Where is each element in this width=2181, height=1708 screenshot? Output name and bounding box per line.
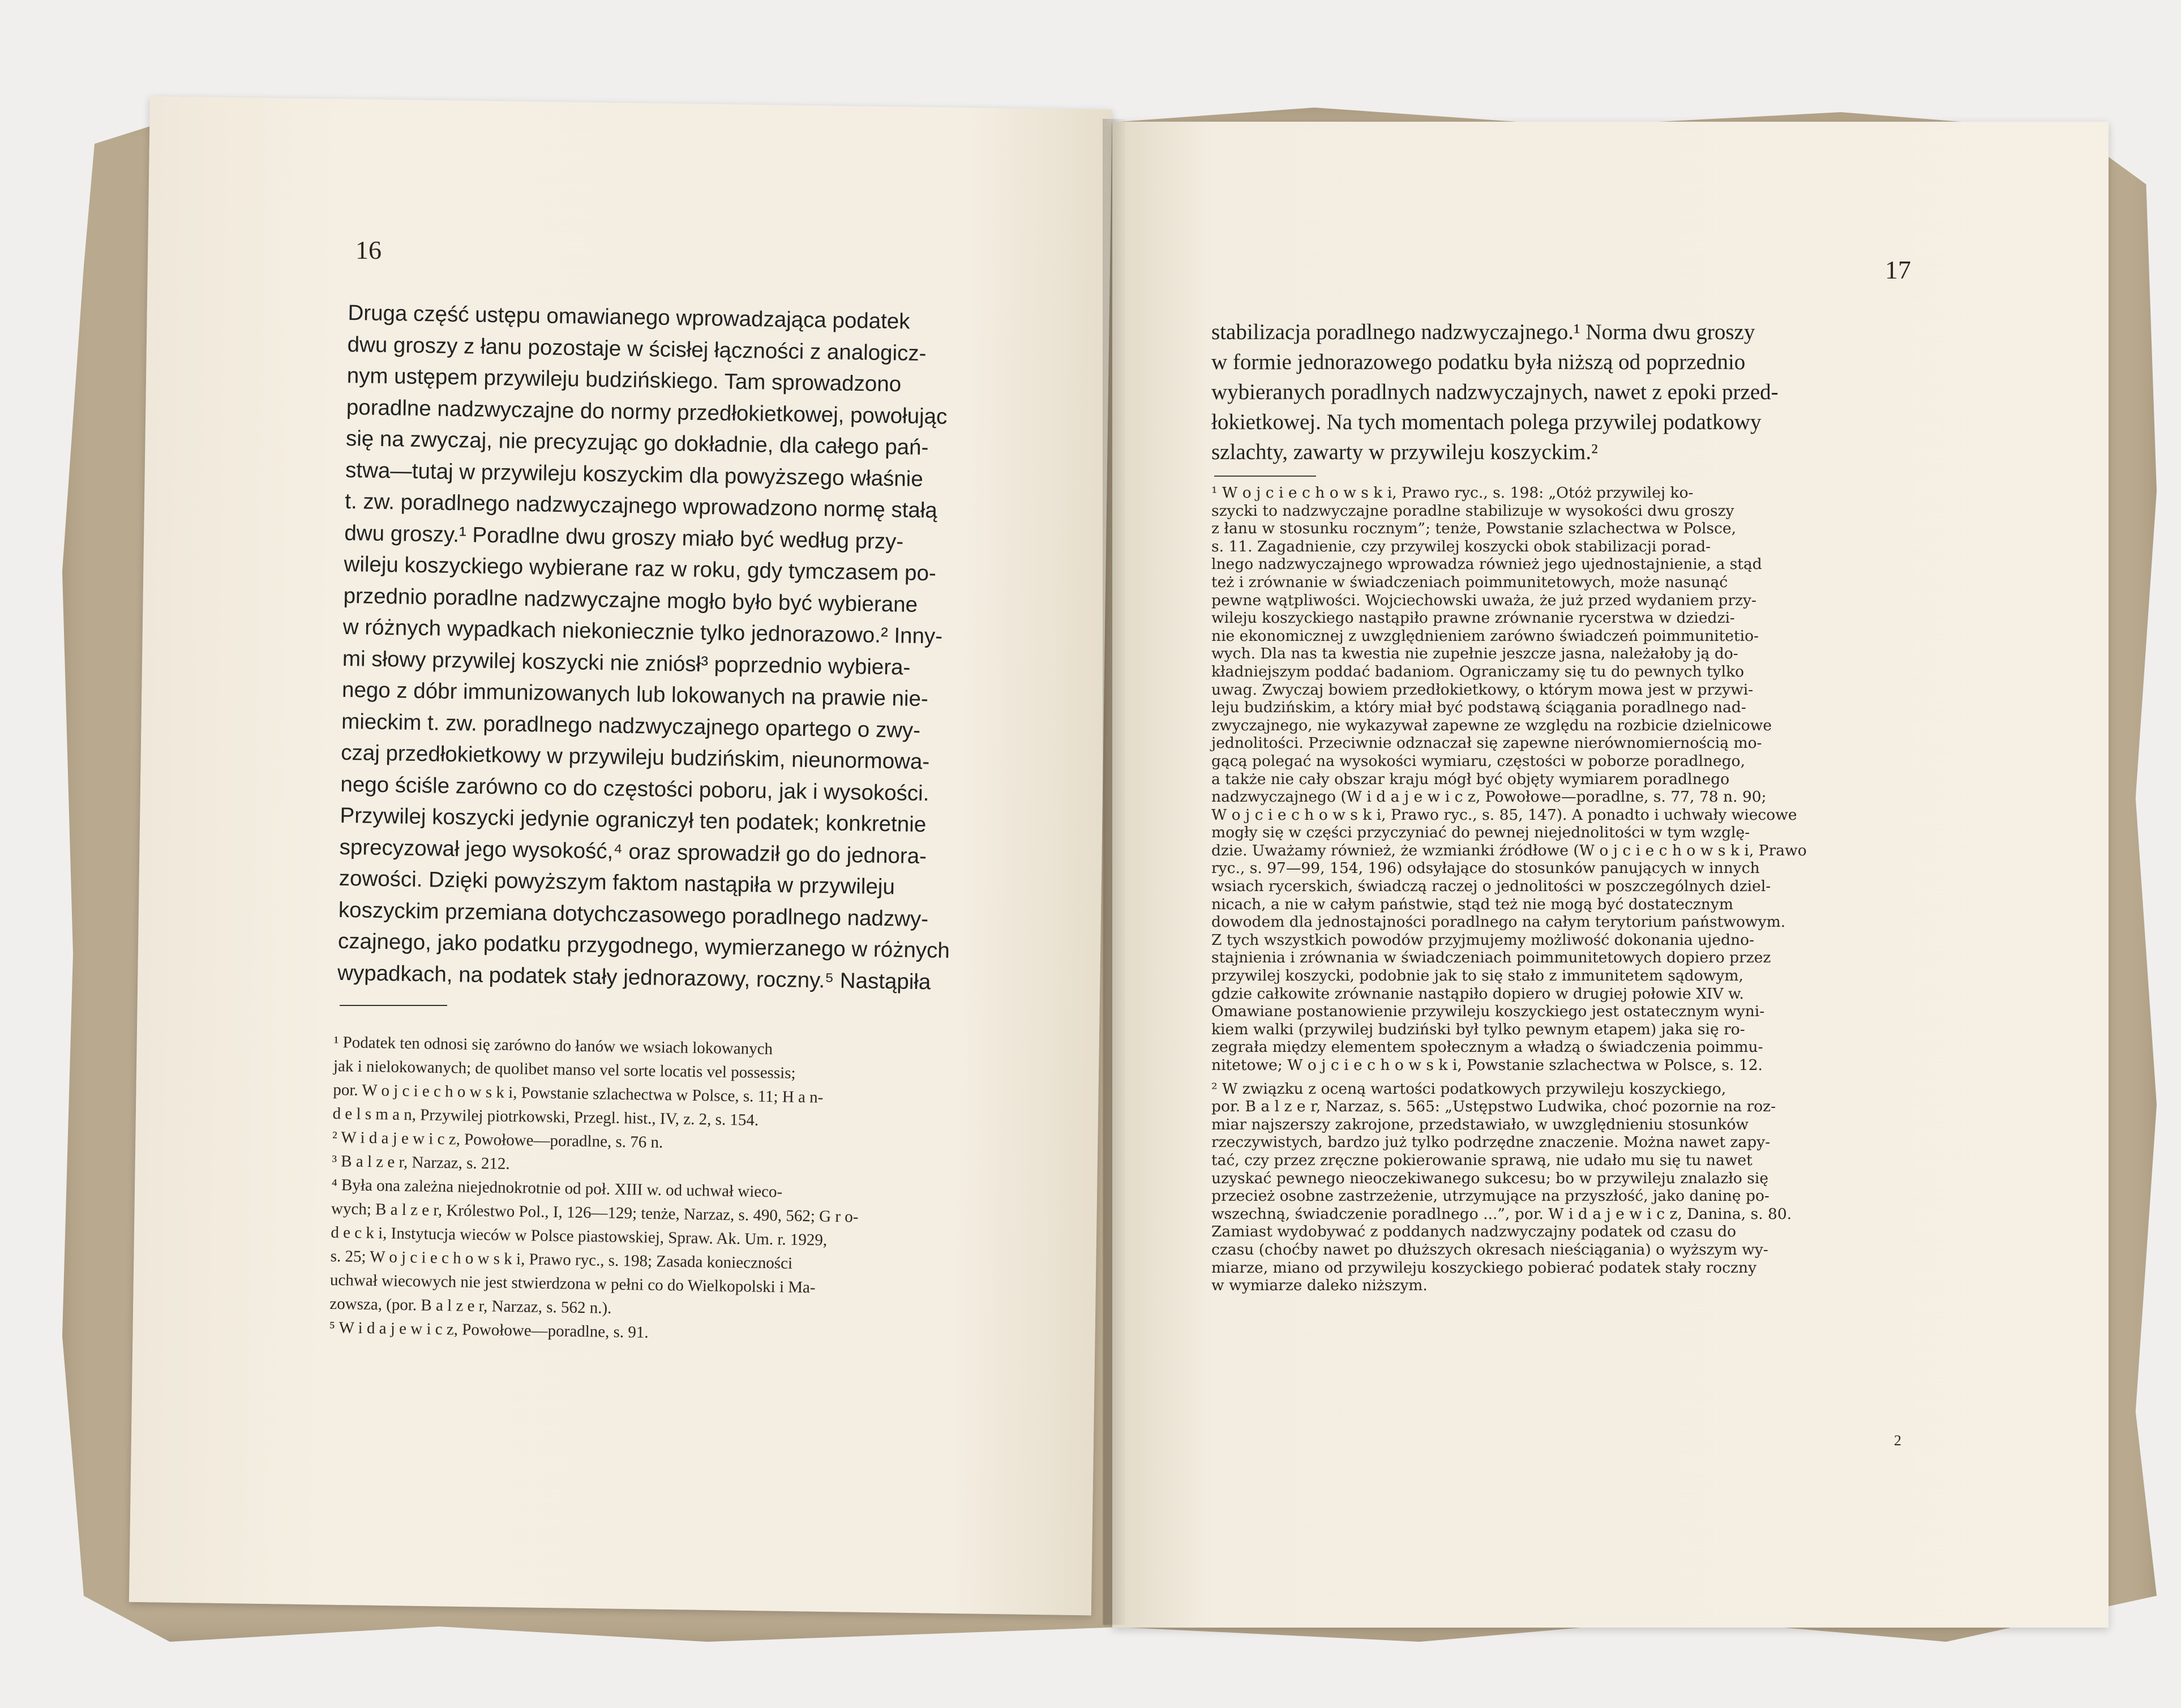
left-body-text [337,297,1056,999]
text-line: szycki to nadzwyczajne poradlne stabilizuje w wysokości dwu groszy [1211,502,1734,520]
footnote-gap [1211,1075,2015,1080]
text-line: tać, czy przez zręczne pokierowanie sprawą, nie udało mu się tu nawet [1211,1151,1752,1169]
text-line: uwag. Zwyczaj bowiem przedłokietkowy, o którym mowa jest w przywi- [1211,680,1754,699]
text-line: por. W o j c i e c h o w s k i, Powstanie szlachectwa w Polsce, s. 11; H a n- [333,1080,824,1107]
right-footnote-1 [1211,484,2015,1075]
text-line: uchwał wiecowych nie jest stwierdzona w pełni co do Wielkopolski i Ma- [329,1270,816,1297]
text-line: czaj przedłokietkowy w przywileju budzińskim, nieunormowa- [341,740,930,774]
left-footnote-rule [340,1005,447,1006]
book-gutter [1103,119,1125,1625]
text-line: wych. Dla nas ta kwestia nie zupełnie jeszcze jasna, należałoby ją do- [1211,645,1738,663]
text-line: mi słowy przywilej koszycki nie zniósł³ poprzednio wybiera- [342,646,911,680]
text-line: mogły się w części przyczyniać do pewnej niejednolitości w tym wzglę- [1211,824,1750,842]
right-footnote-2 [1211,1080,2015,1295]
text-line: nadzwyczajnego (W i d a j e w i c z, Powołowe—poradlne, s. 77, 78 n. 90; [1211,788,1767,806]
text-line: Zamiast wydobywać z poddanych nadzwyczajny podatek od czasu do [1211,1223,1737,1241]
text-line: Druga część ustępu omawianego wprowadzająca podatek [348,300,910,334]
text-line: rzeczywistych, bardzo już tylko podrzędne znaczenie. Można nawet zapy- [1211,1133,1771,1151]
text-line: nego z dóbr immunizowanych lub lokowanych na prawie nie- [341,677,929,712]
right-footnote-rule [1214,476,1316,477]
right-footnotes [1211,484,2015,1295]
text-line: w wymiarze daleko niższym. [1211,1277,1428,1295]
text-line: Z tych wszystkich powodów przyjmujemy możliwość dokonania ujedno- [1211,931,1755,949]
text-line: stajnienia i zrównania w świadczeniach poimmunitetowych dopiero przez [1211,949,1771,967]
text-line: wileju koszyckiego wybierane raz w roku, gdy tymczasem po- [344,551,937,586]
text-line: Omawiane postanowienie przywileju koszyckiego jest ostatecznym wyni- [1211,1003,1765,1021]
text-line: miarze, miano od przywileju koszyckiego pobierać podatek stały roczny [1211,1258,1757,1277]
text-line: s. 25; W o j c i e c h o w s k i, Prawo ryc., s. 198; Zasada konieczności [330,1247,793,1273]
left-footnotes [329,1030,1058,1351]
text-line: zegrała między elementem społecznym a władzą o świadczenia poimmu- [1211,1038,1763,1056]
text-line: przywilej koszycki, podobnie jak to się stało z immunitetem sądowym, [1211,967,1743,985]
text-line: gdzie całkowite zrównanie nastąpiło dopiero w drugiej połowie XIV w. [1211,984,1744,1003]
text-line: stabilizacja poradlnego nadzwyczajnego.¹ Norma dwu groszy [1211,320,1755,344]
text-line: wybieranych poradlnych nadzwyczajnych, nawet z epoki przed- [1211,380,1779,404]
text-line: wszechną, świadczenie poradlnego ...”, por. W i d a j e w i c z, Danina, s. 80. [1211,1205,1792,1223]
text-line: z łanu w stosunku rocznym”; tenże, Powstanie szlachectwa w Polsce, [1211,520,1737,538]
text-line: d e c k i, Instytucja wieców w Polsce piastowskiej, Spraw. Ak. Um. r. 1929, [331,1223,828,1249]
text-line: zwyczajnego, nie wykazywał zapewne ze względu na rozbicie dzielnicowe [1211,716,1772,734]
text-line: czajnego, jako podatku przygodnego, wymierzanego w różnych [337,928,950,963]
text-line: też i zrównanie w świadczeniach poimmunitetowych, może nasunąć [1211,573,1728,591]
text-line: ³ B a l z e r, Narzaz, s. 212. [332,1151,510,1173]
text-line: w różnych wypadkach niekoniecznie tylko jednorazowo.² Inny- [342,614,943,649]
text-line: ² W związku z oceną wartości podatkowych przywileju koszyckiego, [1211,1080,1726,1098]
text-line: koszyckim przemiana dotychczasowego poradlnego nadzwy- [338,897,929,931]
text-line: pewne wątpliwości. Wojciechowski uważa, że już przed wydaniem przy- [1211,591,1756,609]
text-line: stwa—tutaj w przywileju koszyckim dla powyższego właśnie [345,457,924,491]
text-line: miar najszerszy zakrojone, przedstawiało, w uwzględnieniu stosunków [1211,1115,1749,1133]
text-line: por. B a l z e r, Narzaz, s. 565: „Ustępstwo Ludwika, choć pozornie na roz- [1211,1098,1776,1116]
text-line: jednolitości. Przeciwnie odznaczał się zapewne nierównomiernością mo- [1211,734,1762,752]
text-line: w formie jednorazowego podatku była niższą od poprzednio [1211,350,1746,374]
left-page-number: 16 [355,236,382,264]
right-body-text [1211,317,2015,467]
text-line: kiem walki (przywilej budziński był tylko pewnym etapem) jaka się ro- [1211,1020,1745,1038]
text-line: czasu (choćby nawet po dłuższych okresach nieściągania) o wyższym wy- [1211,1240,1768,1258]
text-line: nie ekonomicznej z uwzględnieniem zarówno świadczeń poimmunitetio- [1211,627,1759,645]
text-line: mieckim t. zw. poradlnego nadzwyczajnego opartego o zwy- [341,709,921,743]
right-page-number: 17 [1885,255,1911,284]
text-line: nego ściśle zarówno co do częstości poboru, jak i wysokości. [340,772,929,806]
text-line: gącą polegać na wysokości wymiaru, częstości w poborze poradlnego, [1211,752,1746,770]
text-line: d e l s m a n, Przywilej piotrkowski, Przegl. hist., IV, z. 2, s. 154. [332,1104,759,1129]
text-line: ² W i d a j e w i c z, Powołowe—poradlne, s. 76 n. [332,1128,663,1152]
text-line: jak i nielokowanych; de quolibet manso vel sorte locatis vel possessis; [333,1056,796,1082]
text-line: nitetowe; W o j c i e c h o w s k i, Powstanie szlachectwa w Polsce, s. 12. [1211,1056,1763,1074]
text-line: Przywilej koszycki jedynie ograniczył ten podatek; konkretnie [340,803,927,837]
text-line: sprecyzował jego wysokość,⁴ oraz sprowadził go do jednora- [339,834,927,868]
signature-mark: 2 [1894,1432,1901,1449]
text-line: lnego nadzwyczajnego wprowadza również jego ujednostajnienie, a stąd [1211,555,1762,573]
text-line: s. 11. Zagadnienie, czy przywilej koszycki obok stabilizacji porad- [1211,537,1711,555]
text-line: ¹ W o j c i e c h o w s k i, Prawo ryc., s. 198: „Otóż przywilej ko- [1211,484,1694,502]
text-line: ryc., s. 97—99, 154, 196) odsyłające do stosunków panujących w innych [1211,859,1760,877]
text-line: przednio poradlne nadzwyczajne mogło było być wybierane [343,583,918,617]
text-line: wypadkach, na podatek stały jednorazowy, roczny.⁵ Nastąpiła [337,960,931,994]
text-line: wileju koszyckiego nastąpiło prawne zrównanie rycerstwa w dziedzi- [1211,609,1735,627]
text-line: poradlne nadzwyczajne do normy przedłokietkowej, powołując [346,395,948,429]
text-line: ¹ Podatek ten odnosi się zarówno do łanów we wsiach lokowanych [333,1033,773,1059]
text-line: t. zw. poradlnego nadzwyczajnego wprowadzono normę stałą [344,489,938,523]
text-line: dwu groszy.¹ Poradlne dwu groszy miało być według przy- [344,520,904,554]
text-line: ⁴ Była ona zależna niejednokrotnie od poł. XIII w. od uchwał wieco- [331,1175,783,1201]
text-line: dwu groszy z łanu pozostaje w ścisłej łączności z analogicz- [347,332,927,366]
text-line: zowsza, (por. B a l z e r, Narzaz, s. 562 n.). [329,1294,612,1317]
text-line: a także nie cały obszar kraju mógł być objęty wymiarem poradlnego [1211,770,1730,788]
text-line: nicach, a nie w całym państwie, stąd też nie mogą być dostatecznym [1211,895,1733,913]
text-line: się na zwyczaj, nie precyzując go dokładnie, dla całego pań- [345,426,929,460]
text-line: dzie. Uważamy również, że wzmianki źródłowe (W o j c i e c h o w s k i, Prawo [1211,841,1807,859]
text-line: uzyskać pewnego nieoczekiwanego sukcesu; bo w przywileju znalazło się [1211,1169,1769,1187]
text-line: przecież osobne zastrzeżenie, utrzymujące na przyszłość, jako daninę po- [1211,1187,1769,1205]
text-line: W o j c i e c h o w s k i, Prawo ryc., s. 85, 147). A ponadto i uchwały wiecowe [1211,806,1797,824]
text-line: wych; B a l z e r, Królestwo Pol., I, 126—129; tenże, Narzaz, s. 490, 562; G r o- [331,1199,859,1226]
text-line: zowości. Dzięki powyższym faktom nastąpiła w przywileju [338,866,895,900]
text-line: ⁵ W i d a j e w i c z, Powołowe—poradlne, s. 91. [329,1318,649,1342]
text-line: leju budzińskim, a który miał być podstawą ściągania poradlnego nad- [1211,699,1746,717]
text-line: szlachty, zawarty w przywileju koszyckim.² [1211,440,1598,464]
text-line: nym ustępem przywileju budzińskiego. Tam sprowadzono [346,363,902,397]
text-line: łokietkowej. Na tych momentach polega przywilej podatkowy [1211,410,1762,434]
text-line: dowodem dla jednostajności poradlnego na całym terytorium państwowym. [1211,913,1786,931]
text-line: kładniejszym poddać badaniom. Ograniczamy się tu do pewnych tylko [1211,662,1745,680]
text-line: wsiach rycerskich, świadczą raczej o jednolitości w poszczególnych dziel- [1211,877,1771,896]
